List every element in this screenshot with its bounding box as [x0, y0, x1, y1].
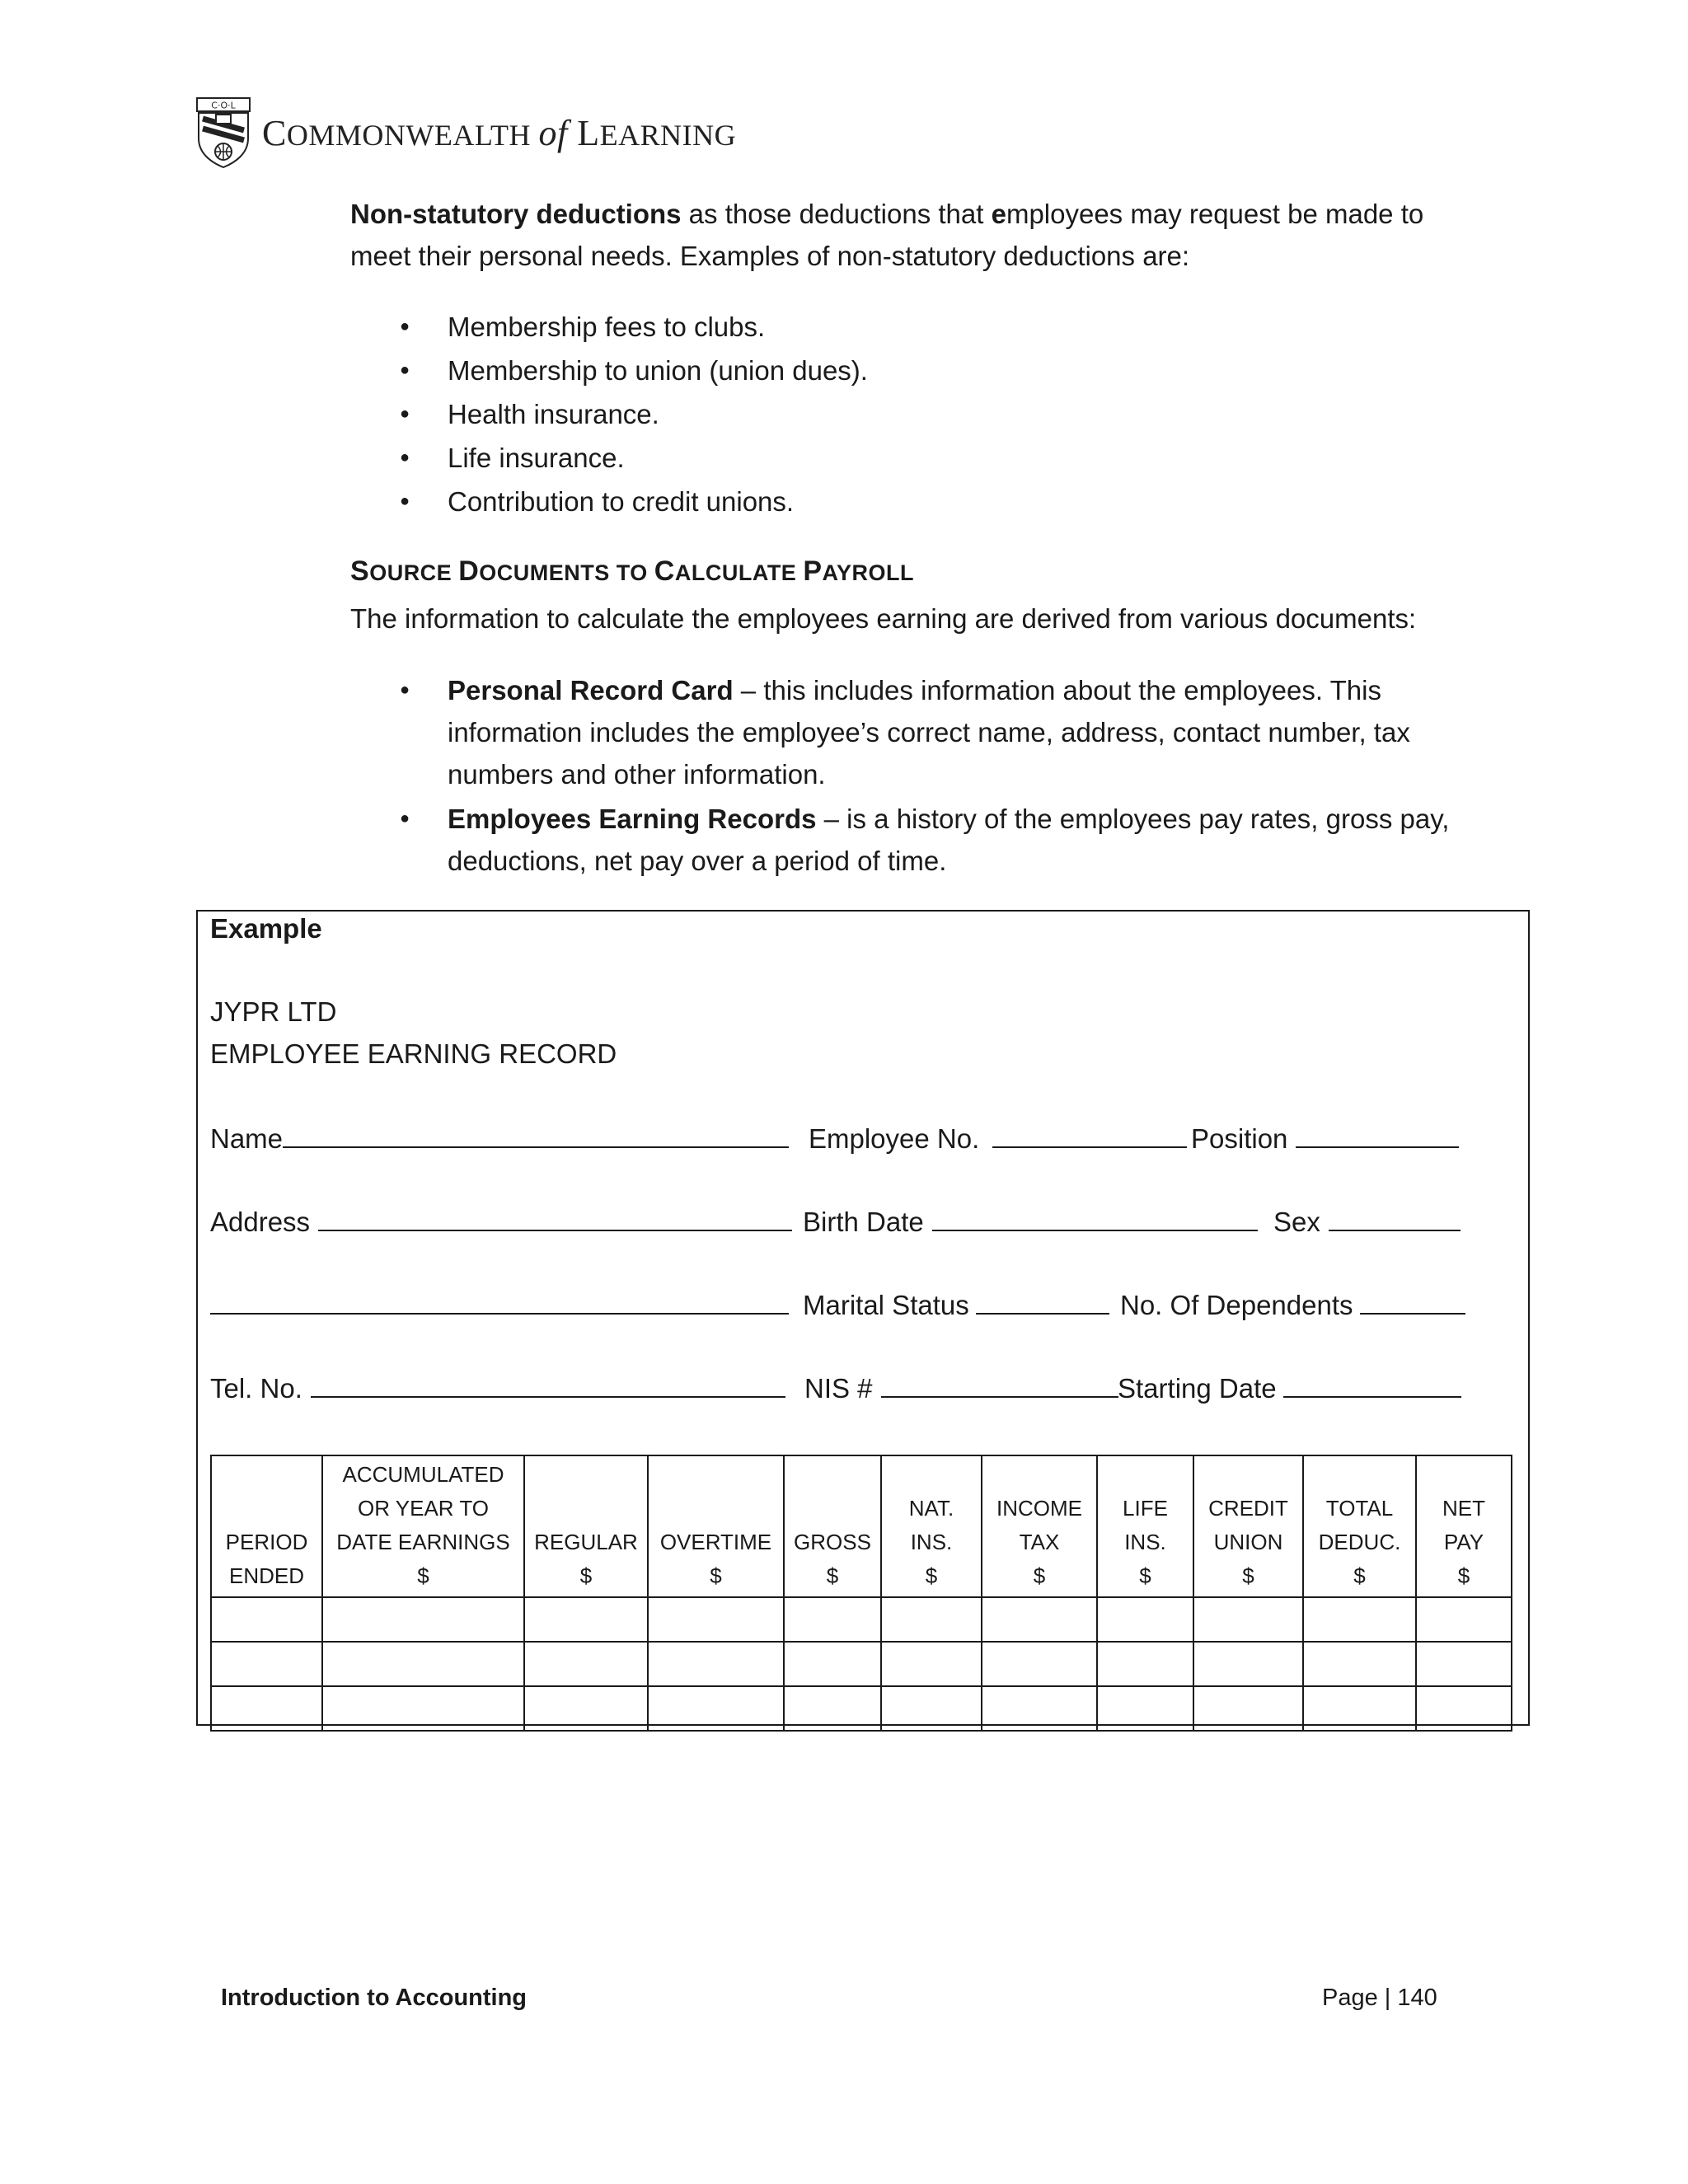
col-crest-icon [196, 97, 251, 168]
address-line-2 [210, 1288, 789, 1322]
employee-no-field: Employee No. [809, 1122, 1187, 1155]
table-cell [322, 1642, 524, 1686]
company-name: JYPR LTD [210, 996, 337, 1027]
column-header [1416, 1455, 1512, 1597]
name-field: Name [210, 1122, 789, 1155]
column-header [1097, 1455, 1193, 1597]
logo [196, 97, 736, 168]
table-cell [1097, 1597, 1193, 1642]
column-header-line: OVERTIME [659, 1530, 772, 1554]
table-cell [648, 1597, 784, 1642]
column-header-line: NET [1442, 1496, 1485, 1521]
position-field: Position [1191, 1122, 1459, 1155]
column-header-line: ENDED [228, 1563, 304, 1588]
sex-field: Sex [1273, 1205, 1461, 1239]
column-header-line: $ [925, 1563, 938, 1588]
column-header [982, 1455, 1097, 1597]
column-header [648, 1455, 784, 1597]
column-header-line: TOTAL [1325, 1496, 1394, 1521]
column-header-line: REGULAR [534, 1530, 638, 1554]
table-cell [1097, 1686, 1193, 1731]
table-cell [211, 1686, 322, 1731]
column-header-line: LIFE [1123, 1496, 1168, 1521]
birth-date-field: Birth Date [803, 1205, 1258, 1239]
table-cell [524, 1642, 648, 1686]
table-row [211, 1642, 1512, 1686]
record-title: EMPLOYEE EARNING RECORD [210, 1038, 617, 1069]
column-header-line: $ [1457, 1563, 1470, 1588]
column-header [881, 1455, 982, 1597]
column-header [524, 1455, 648, 1597]
column-header-line: $ [579, 1563, 593, 1588]
address-field: Address [210, 1205, 792, 1239]
column-header-line: OR YEAR TO [358, 1496, 489, 1521]
list-item: ● Membership to union (union dues). [350, 349, 1455, 392]
table-cell [322, 1686, 524, 1731]
table-row [211, 1597, 1512, 1642]
table-cell [1416, 1642, 1512, 1686]
list-item: ● Contribution to credit unions. [350, 480, 1455, 523]
section-heading: SOURCE DOCUMENTS TO CALCULATE PAYROLL [350, 555, 915, 587]
table-cell [648, 1686, 784, 1731]
table-cell [881, 1642, 982, 1686]
table-cell [1193, 1597, 1303, 1642]
nis-field: NIS # [804, 1371, 1118, 1405]
table-row [211, 1686, 1512, 1731]
table-cell [982, 1642, 1097, 1686]
list-item: ● Membership fees to clubs. [350, 305, 1455, 349]
table-cell [648, 1642, 784, 1686]
table-cell [982, 1597, 1097, 1642]
starting-date-field: Starting Date [1118, 1371, 1461, 1405]
marital-status-field: Marital Status [803, 1288, 1109, 1322]
column-header [1193, 1455, 1303, 1597]
logo-wordmark: COMMONWEALTH of LEARNING [262, 112, 737, 153]
table-cell [982, 1686, 1097, 1731]
column-header-line: DATE EARNINGS [336, 1530, 510, 1554]
column-header-line: $ [710, 1563, 722, 1588]
column-header-line: INS. [1124, 1530, 1166, 1554]
table-cell [322, 1597, 524, 1642]
table-cell [784, 1642, 881, 1686]
table-cell [1303, 1642, 1416, 1686]
column-header-line: NAT. [908, 1496, 954, 1521]
table-cell [881, 1686, 982, 1731]
documents-list [350, 669, 1455, 884]
list-item: ● Personal Record Card – this includes information about the employees. This information includes the employee’s correct name, address, contact number, tax numbers and other information. [350, 669, 1455, 795]
table-cell [784, 1686, 881, 1731]
table-cell [1193, 1686, 1303, 1731]
example-label: Example [210, 913, 322, 944]
column-header-line: $ [1033, 1563, 1046, 1588]
column-header-line: ACCUMULATED [342, 1462, 504, 1487]
intro-bold-term: Non-statutory deductions [350, 199, 682, 229]
column-header-line: $ [1242, 1563, 1254, 1588]
column-header [784, 1455, 881, 1597]
table-cell [524, 1597, 648, 1642]
column-header-line: PERIOD [225, 1530, 308, 1554]
page-number: Page | 140 [1322, 1985, 1437, 2011]
list-item: ● Employees Earning Records – is a history of the employees pay rates, gross pay, deductions, net pay over a period of time. [350, 798, 1455, 882]
column-header-line: INS. [910, 1530, 953, 1554]
column-header [1303, 1455, 1416, 1597]
column-header-line: UNION [1213, 1530, 1283, 1554]
table-body [211, 1597, 1512, 1731]
column-header-line: PAY [1443, 1530, 1484, 1554]
column-header-line: $ [1353, 1563, 1366, 1588]
non-statutory-list [350, 305, 1455, 523]
table-cell [211, 1597, 322, 1642]
table-cell [211, 1642, 322, 1686]
table-cell [784, 1597, 881, 1642]
earnings-table [210, 1455, 1512, 1732]
column-header-line: TAX [1019, 1530, 1060, 1554]
table-cell [1416, 1597, 1512, 1642]
column-header-line: INCOME [996, 1496, 1082, 1521]
column-header-line: $ [826, 1563, 839, 1588]
table-cell [1097, 1642, 1193, 1686]
logo-badge-text: C·O·L [211, 100, 236, 111]
table-cell [1303, 1686, 1416, 1731]
column-header-line: $ [417, 1563, 429, 1588]
intro-paragraph: Non-statutory deductions as those deductions that employees may request be made to meet their personal needs. Examples of non-statutory deductions are: [350, 199, 1424, 271]
table-header-row [211, 1455, 1512, 1597]
column-header-line: GROSS [794, 1530, 871, 1554]
table-cell [1303, 1597, 1416, 1642]
list-item: ● Health insurance. [350, 392, 1455, 436]
column-header-line: DEDUC. [1318, 1530, 1401, 1554]
footer-course-title: Introduction to Accounting [221, 1985, 528, 2011]
list-item: ● Life insurance. [350, 436, 1455, 480]
table-cell [881, 1597, 982, 1642]
column-header-line: $ [1139, 1563, 1151, 1588]
tel-field: Tel. No. [210, 1371, 785, 1405]
section-paragraph: The information to calculate the employees earning are derived from various documents: [350, 603, 1417, 634]
column-header [322, 1455, 524, 1597]
column-header-line: CREDIT [1208, 1496, 1288, 1521]
table-cell [1416, 1686, 1512, 1731]
table-cell [1193, 1642, 1303, 1686]
table-cell [524, 1686, 648, 1731]
dependents-field: No. Of Dependents [1120, 1288, 1465, 1322]
column-header [211, 1455, 322, 1597]
